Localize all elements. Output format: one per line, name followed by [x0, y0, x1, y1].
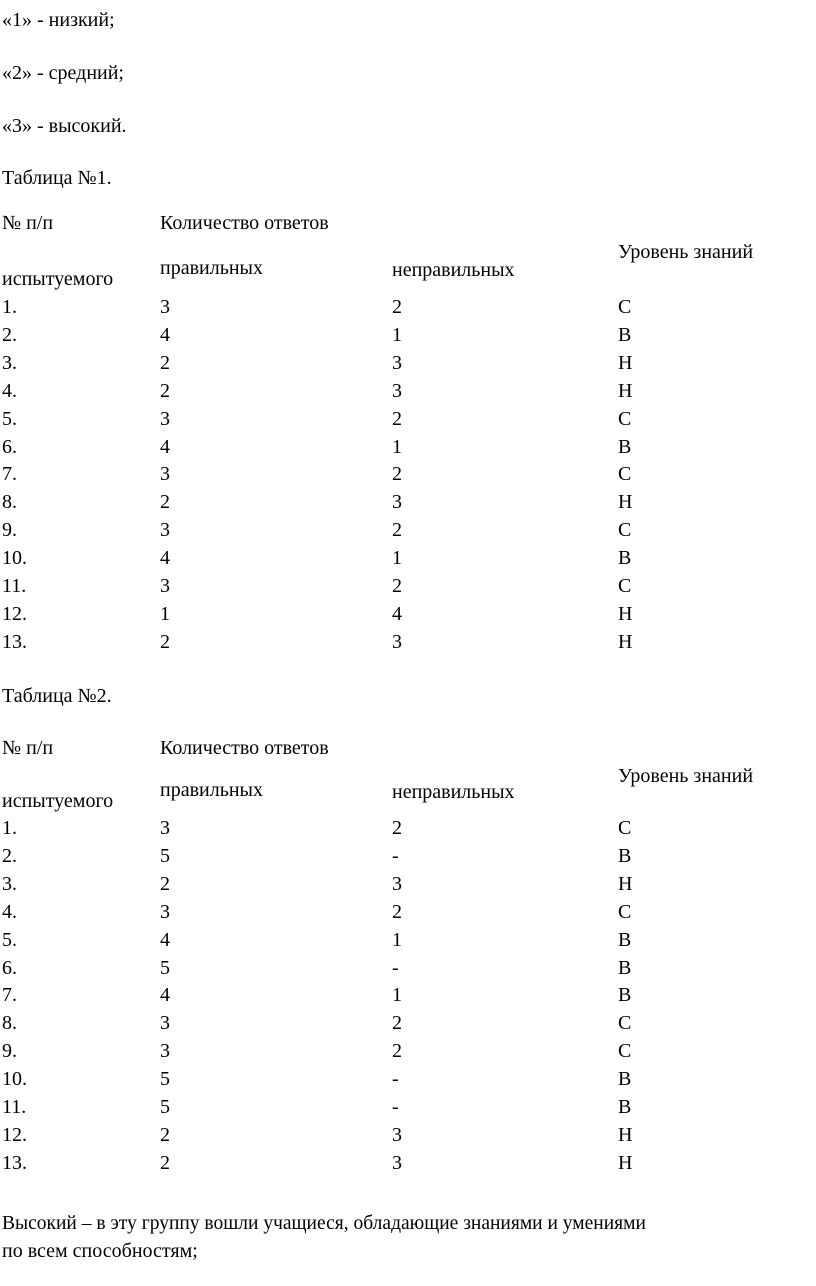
row-number: 2.	[2, 844, 17, 867]
knowledge-level: Н	[618, 351, 633, 374]
row-number: 3.	[2, 872, 17, 895]
incorrect-count: 3	[392, 491, 402, 514]
row-number: 12.	[2, 1123, 27, 1146]
row-number: 13.	[2, 1151, 27, 1174]
table-row	[0, 520, 816, 548]
header-subject: испытуемого	[2, 268, 114, 290]
header-incorrect: неправильных	[392, 259, 515, 281]
knowledge-level: С	[618, 407, 632, 430]
table-row	[0, 325, 816, 353]
incorrect-count: 1	[392, 928, 402, 951]
row-number: 9.	[2, 1040, 17, 1063]
correct-count: 2	[160, 872, 170, 895]
table-row	[0, 902, 816, 930]
correct-count: 5	[160, 956, 170, 979]
incorrect-count: 3	[392, 1151, 402, 1174]
knowledge-level: В	[618, 928, 632, 951]
header-number: № п/п	[2, 737, 54, 759]
table-row	[0, 930, 816, 958]
incorrect-count: 3	[392, 1123, 402, 1146]
row-number: 10.	[2, 1068, 27, 1091]
table-row	[0, 632, 816, 660]
row-number: 7.	[2, 984, 17, 1007]
correct-count: 2	[160, 491, 170, 514]
table-row	[0, 1097, 816, 1125]
knowledge-level: Н	[618, 872, 633, 895]
incorrect-count: 3	[392, 379, 402, 402]
table-row	[0, 1041, 816, 1069]
knowledge-level: В	[618, 323, 632, 346]
knowledge-level: Н	[618, 602, 633, 625]
table-row	[0, 1153, 816, 1181]
incorrect-count: 2	[392, 1012, 402, 1035]
table-row	[0, 492, 816, 520]
correct-count: 3	[160, 1040, 170, 1063]
table-row	[0, 1069, 816, 1097]
incorrect-count: 2	[392, 575, 402, 597]
row-number: 6.	[2, 956, 17, 979]
correct-count: 2	[160, 1123, 170, 1146]
knowledge-level: В	[618, 956, 632, 979]
header-knowledge-level: Уровень знаний	[618, 765, 754, 787]
table-row	[0, 1013, 816, 1041]
row-number: 1.	[2, 296, 17, 318]
incorrect-count: 3	[392, 630, 402, 653]
table-row	[0, 874, 816, 902]
table-row	[0, 846, 816, 874]
header-knowledge-level: Уровень знаний	[618, 241, 754, 263]
knowledge-level: В	[618, 984, 632, 1007]
knowledge-level: С	[618, 463, 632, 486]
correct-count: 4	[160, 435, 170, 458]
incorrect-count: -	[392, 844, 399, 867]
row-number: 4.	[2, 900, 17, 923]
table-row	[0, 381, 816, 409]
correct-count: 5	[160, 1068, 170, 1091]
header-answer-count: Количество ответов	[160, 212, 329, 234]
correct-count: 2	[160, 379, 170, 402]
knowledge-level: В	[618, 435, 632, 458]
table-row	[0, 818, 816, 846]
incorrect-count: -	[392, 956, 399, 979]
knowledge-level: В	[618, 844, 632, 867]
row-number: 5.	[2, 928, 17, 951]
incorrect-count: 1	[392, 435, 402, 458]
legend-low: «1» - низкий;	[2, 9, 115, 31]
row-number: 12.	[2, 602, 27, 625]
correct-count: 2	[160, 351, 170, 374]
knowledge-level: В	[618, 547, 632, 570]
row-number: 9.	[2, 519, 17, 542]
knowledge-level: С	[618, 817, 632, 839]
table-2-caption: Таблица №2.	[2, 685, 112, 707]
row-number: 11.	[2, 1096, 27, 1118]
correct-count: 3	[160, 817, 170, 839]
row-number: 7.	[2, 463, 17, 486]
correct-count: 3	[160, 463, 170, 486]
header-correct: правильных	[160, 257, 263, 279]
knowledge-level: С	[618, 296, 632, 318]
incorrect-count: 3	[392, 351, 402, 374]
incorrect-count: 3	[392, 872, 402, 895]
table-1-caption: Таблица №1.	[2, 167, 112, 189]
table-row	[0, 985, 816, 1013]
correct-count: 3	[160, 296, 170, 318]
table-row	[0, 464, 816, 492]
table-row	[0, 1125, 816, 1153]
incorrect-count: 2	[392, 296, 402, 318]
row-number: 1.	[2, 817, 17, 839]
correct-count: 5	[160, 1096, 170, 1118]
knowledge-level: С	[618, 1040, 632, 1063]
header-answer-count: Количество ответов	[160, 737, 329, 759]
footer-line-1: Высокий – в эту группу вошли учащиеся, обладающие знаниями и умениями	[2, 1213, 646, 1234]
row-number: 3.	[2, 351, 17, 374]
incorrect-count: 2	[392, 1040, 402, 1063]
legend-high: «3» - высокий.	[2, 115, 127, 137]
knowledge-level: В	[618, 1068, 632, 1091]
correct-count: 3	[160, 519, 170, 542]
incorrect-count: 1	[392, 547, 402, 570]
incorrect-count: 2	[392, 519, 402, 542]
correct-count: 4	[160, 323, 170, 346]
header-incorrect: неправильных	[392, 781, 515, 803]
knowledge-level: Н	[618, 491, 633, 514]
correct-count: 4	[160, 928, 170, 951]
correct-count: 3	[160, 900, 170, 923]
knowledge-level: С	[618, 519, 632, 542]
correct-count: 4	[160, 547, 170, 570]
table-row	[0, 548, 816, 576]
incorrect-count: 4	[392, 602, 402, 625]
correct-count: 1	[160, 602, 170, 625]
knowledge-level: С	[618, 575, 632, 597]
table-row	[0, 576, 816, 604]
legend-medium: «2» - средний;	[2, 62, 124, 84]
knowledge-level: Н	[618, 1151, 633, 1174]
row-number: 4.	[2, 379, 17, 402]
table-row	[0, 604, 816, 632]
incorrect-count: 2	[392, 900, 402, 923]
table-row	[0, 353, 816, 381]
incorrect-count: 1	[392, 323, 402, 346]
correct-count: 2	[160, 630, 170, 653]
correct-count: 4	[160, 984, 170, 1007]
header-subject: испытуемого	[2, 790, 114, 812]
incorrect-count: 1	[392, 984, 402, 1007]
knowledge-level: В	[618, 1096, 632, 1118]
knowledge-level: Н	[618, 379, 633, 402]
incorrect-count: -	[392, 1068, 399, 1091]
knowledge-level: С	[618, 900, 632, 923]
correct-count: 3	[160, 407, 170, 430]
row-number: 2.	[2, 323, 17, 346]
incorrect-count: 2	[392, 817, 402, 839]
row-number: 8.	[2, 491, 17, 514]
header-correct: правильных	[160, 779, 263, 801]
table-row	[0, 958, 816, 986]
row-number: 8.	[2, 1012, 17, 1035]
table-row	[0, 297, 816, 325]
correct-count: 5	[160, 844, 170, 867]
knowledge-level: С	[618, 1012, 632, 1035]
header-number: № п/п	[2, 212, 54, 234]
incorrect-count: 2	[392, 407, 402, 430]
row-number: 13.	[2, 630, 27, 653]
correct-count: 3	[160, 1012, 170, 1035]
incorrect-count: -	[392, 1096, 399, 1118]
incorrect-count: 2	[392, 463, 402, 486]
knowledge-level: Н	[618, 630, 633, 653]
correct-count: 3	[160, 575, 170, 597]
footer-line-2: по всем способностям;	[2, 1240, 198, 1262]
row-number: 5.	[2, 407, 17, 430]
row-number: 11.	[2, 575, 27, 597]
knowledge-level: Н	[618, 1123, 633, 1146]
table-row	[0, 409, 816, 437]
row-number: 10.	[2, 547, 27, 570]
table-row	[0, 437, 816, 465]
correct-count: 2	[160, 1151, 170, 1174]
row-number: 6.	[2, 435, 17, 458]
